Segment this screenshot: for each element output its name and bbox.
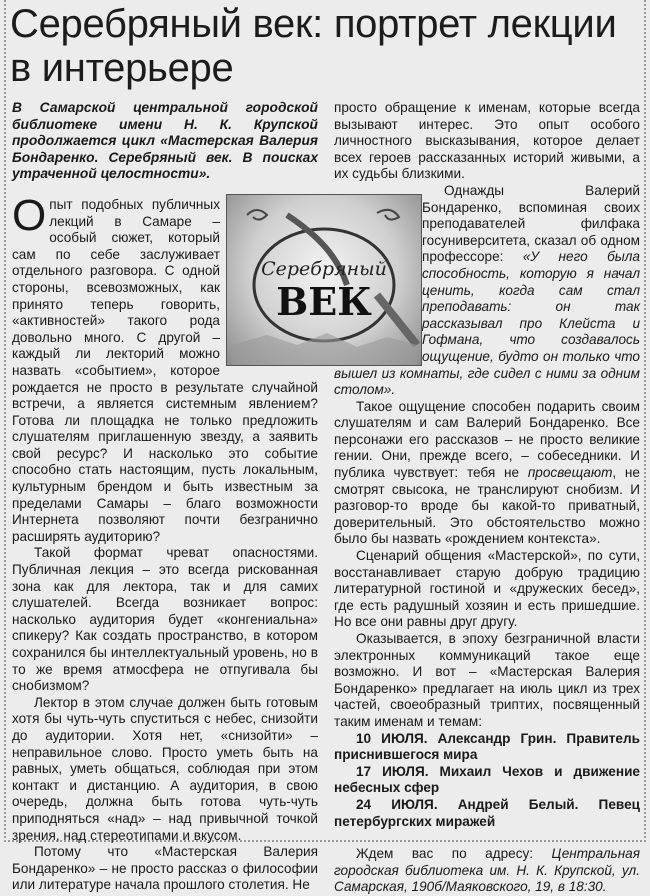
logo-text: Серебряный bbox=[261, 258, 387, 280]
silver-age-illustration bbox=[226, 194, 422, 366]
event-item: 10 ИЮЛЯ. Александр Грин. Правитель приснившегося мира bbox=[334, 730, 640, 763]
paragraph-3: Лектор в этом случае должен быть готовым хотя бы чуть-чуть спуститься с небес, снизойти до аудитории. Хотя нет, «снизойти» – неправильное слово. Просто уметь быть на равных, уметь общаться, соблюдая при этом контакт и дистанцию. А аудитория, в свою очередь, должна быть готова чуть-чуть приподняться «над» – над привычной точкой зрения, над стереотипами и вкусом. bbox=[12, 694, 318, 843]
event-item: 17 ИЮЛЯ. Михаил Чехов и движение небесных сфер bbox=[334, 763, 640, 796]
paragraph-8: Оказывается, в эпоху безграничной власти электронных коммуникаций такое еще возможно. И вот – «Мастерская Валерия Бондаренко» предлагает на июль цикл из трех частей, своеобразный триптих, посвященный таким именам и темам: bbox=[334, 631, 640, 729]
paragraph-1: Опыт подобных публичных лекций в Самаре – особый сюжет, который сам по себе заслуживает отдельного разговора. С одной стороны, всевозможных, как принято теперь говорить, «активностей» такого рода довольно много. С другой – каждый ли лекторий можно назвать «событием», которое рождается не просто в результате случайной встречи, а является системным явлением? Готова ли площадка не только предложить слушателям приглашенную звезду, а заявить свой ресурс? И насколько это событие способно стать настоящим, пусть локальным, культурным брендом и быть известным за пределами Самары – благо возможности Интернета позволяют почти безгранично расширять аудиторию? bbox=[12, 190, 318, 544]
logo-text: ВЕК bbox=[276, 279, 372, 324]
professor-quote: «У него была способность, которую я начал ценить, когда сам стал преподавать: он так рассказывал про Клейста и Гофмана, что создавалось ощущение, будто он только что вышел из комнаты, где сидел с ними за одним столом». bbox=[334, 249, 640, 398]
paragraph-5: Однажды Валерий Бондаренко, вспоминая своих преподавателей филфака госуниверситета, сказал об одном профессоре: «У него была способность, которую я начал ценить, когда сам стал преподавать: он так рассказывал про Клейста и Гофмана, что создавалось ощущение, будто он только что вышел из комнаты, где сидел с ними за одним столом». bbox=[334, 182, 640, 398]
drop-cap: О bbox=[12, 190, 47, 240]
paragraph-4-continued: просто обращение к именам, которые всегда вызывают интерес. Это опыт особого личностного высказывания, которое делает всех героев рассказанных историй живыми, а их судьбы близкими. bbox=[334, 100, 640, 182]
article-lede: В Самарской центральной городской библиотеке имени Н. К. Крупской продолжается цикл «Мастерская Валерия Бондаренко. Серебряный век. В поисках утраченной целостности». bbox=[12, 100, 318, 182]
paragraph-6: Такое ощущение способен подарить своим слушателям и сам Валерий Бондаренко. Все персонажи его рассказов – не просто великие гении. Они, прежде всего, – собеседники. И публика чувствует: тебя не просвещают, не смотрят свысока, не транслируют снобизм. И разговор-то вроде бы какой-то приватный, доверительный. Это обстоятельство можно было бы назвать «рождением контекста». bbox=[334, 398, 640, 547]
article-title: Серебряный век: портрет лекции в интерьере bbox=[10, 2, 617, 90]
event-item: 24 ИЮЛЯ. Андрей Белый. Певец петербургских миражей bbox=[334, 796, 640, 829]
address-text: Центральная городская библиотека им. Н. К. Крупской, ул. Самарская, 190б/Маяковского, 19, в 18:30. bbox=[334, 846, 640, 895]
paragraph-7: Сценарий общения «Мастерской», по сути, восстанавливает старую добрую традицию литературной гостиной и «дружеских бесед», где есть радушный хозяин и есть пришедшие. Но все они равны друг другу. bbox=[334, 548, 640, 630]
paragraph-2: Такой формат чреват опасностями. Публичная лекция – это всегда рискованная зона как для лектора, так и для самих слушателей. Всегда возникает вопрос: насколько аудитория будет «конгениальна» спикеру? Как создать пространство, в котором сохранился бы интеллектуальный уровень, но в то же время атмосфера не отпугивала бы снобизмом? bbox=[12, 545, 318, 694]
paragraph-4: Потому что «Мастерская Валерия Бондаренко» – не просто рассказ о философии или литературе начала прошлого столетия. Не bbox=[12, 844, 318, 893]
address-paragraph: Ждем вас по адресу: Центральная городская библиотека им. Н. К. Крупской, ул. Самарская, 190б/Маяковского, 19, в 18:30. bbox=[334, 846, 640, 895]
illustration-art bbox=[227, 195, 421, 365]
